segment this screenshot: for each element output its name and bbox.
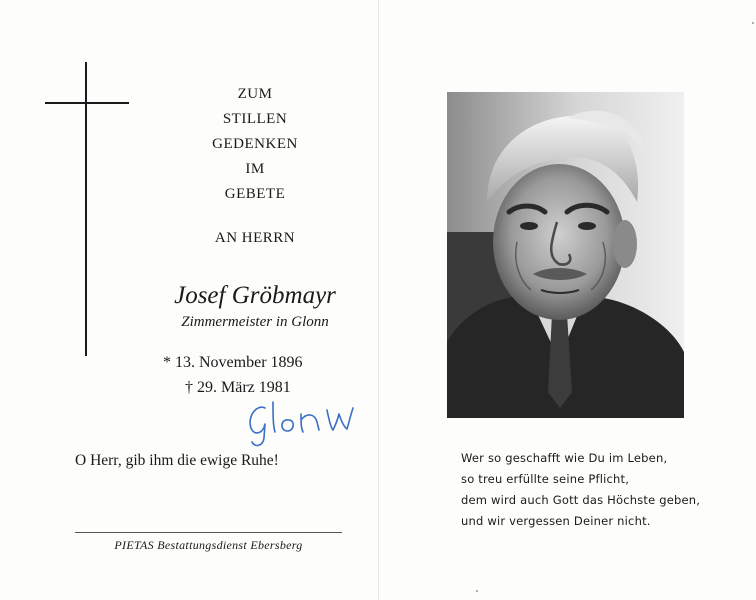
divider xyxy=(75,532,342,533)
paper-speck xyxy=(476,590,478,592)
publisher-line: PIETAS Bestattungsdienst Ebersberg xyxy=(114,538,303,552)
verse-line: und wir vergessen Deiner nicht. xyxy=(461,514,651,528)
birth-date: * 13. November 1896 xyxy=(163,354,303,371)
memorial-heading xyxy=(180,82,330,207)
death-date: † 29. März 1981 xyxy=(185,379,291,396)
deceased-name: Josef Gröbmayr xyxy=(174,282,336,309)
verse-line: so treu erfüllte seine Pflicht, xyxy=(461,472,630,486)
fold-line xyxy=(378,0,379,600)
cross-bar xyxy=(45,102,129,104)
portrait-photo xyxy=(447,92,684,418)
heading-line: STILLEN xyxy=(222,111,288,127)
heading-line: ZUM xyxy=(237,86,273,102)
paper-speck xyxy=(752,22,754,24)
verse-line: Wer so geschafft wie Du im Leben, xyxy=(461,451,668,465)
deceased-occupation: Zimmermeister in Glonn xyxy=(181,314,329,330)
heading-line: GEBETE xyxy=(224,186,286,202)
heading-line: IM xyxy=(245,161,265,177)
cross-icon xyxy=(85,62,87,356)
verse-line: dem wird auch Gott das Höchste geben, xyxy=(461,493,701,507)
heading-line: GEDENKEN xyxy=(212,136,298,152)
salutation: AN HERRN xyxy=(214,230,296,246)
handwritten-signature xyxy=(243,394,383,452)
prayer-text: O Herr, gib ihm die ewige Ruhe! xyxy=(75,452,279,469)
memorial-verse xyxy=(461,448,731,532)
